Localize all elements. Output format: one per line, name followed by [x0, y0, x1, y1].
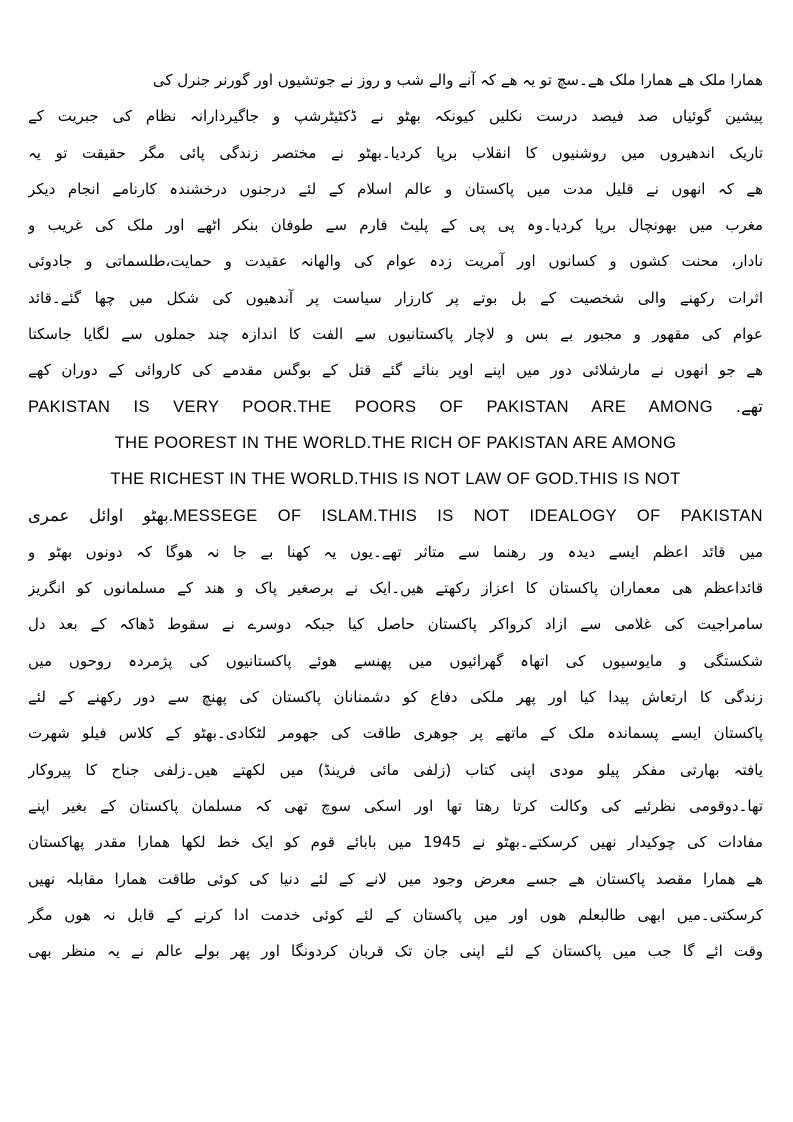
text-line-15: قائداعظم ھی معماران پاکستان کا اعزاز رکھتے ھیں۔ایک نے برصغیر پاک و ھند کے مسلمانوں کو انگریز	[28, 579, 763, 598]
text-line-6: نادار، محنت کشوں و کسانوں اور آمریت زدہ عوام کی والھانہ عقیدت و حمایت،طلسماتی و جادوئی	[28, 252, 763, 271]
text-line-12: THE RICHEST IN THE WORLD.THIS IS NOT LAW OF GOD.THIS IS NOT	[110, 470, 681, 489]
text-line-20: یافتہ بھارتی مفکر پیلو مودی اپنی کتاب (زلفی مائی فرینڈ) میں لکھتے ھیں۔زلفی جناح کا پیروکار	[28, 760, 763, 779]
text-line-11: THE POOREST IN THE WORLD.THE RICH OF PAKISTAN ARE AMONG	[114, 433, 677, 452]
text-line-13: بھٹو اوائل عمری.MESSEGE OF ISLAM.THIS IS NOT IDEALOGY OF PAKISTAN	[28, 506, 763, 525]
text-line-22: مفادات کی چوکیدار نھیں کرسکتے۔بھٹو نے 1945 میں بابائے قوم کو ایک خط لکھا ھمارا مقدر پھاکستان	[28, 833, 763, 852]
text-line-19: پاکستان ایسے پسماندہ ملک کے ماتھے پر جوھری طاقت کی جھومر لٹکادی۔بھٹو کے کلاس فیلو شھرت	[28, 724, 763, 743]
text-line-5: مغرب میں بھونچال برپا کردیا۔وہ پی پی کے پلیٹ فارم سے طوفان بنکر اٹھے اور ملک کی غریب و	[28, 216, 763, 235]
text-line-21: تھا۔دوقومی نظرئیے کی وکالت کرتا رھتا تھا اور اسکی سوچ تھی کہ مسلمان پاکستان کے بغیر اپنے	[28, 796, 763, 815]
text-line-2: پیشین گوئیاں صد فیصد درست نکلیں کیونکہ بھٹو نے ڈکٹیٹرشپ و جاگیردارانہ نظام کی جبریت کے	[28, 107, 763, 126]
text-line-4: ھے کہ انھوں نے قلیل مدت میں پاکستان و عالم اسلام کے لئے درجنوں درخشندہ کارنامے انجام دیکر	[28, 179, 763, 198]
text-line-17: شکستگی و مایوسیوں کی اتھاہ گھرائیوں میں پھنسے ھوئے پاکستانیوں کی پژمردہ روحوں میں	[28, 651, 763, 670]
text-line-10: PAKISTAN IS VERY POOR.THE POORS OF PAKISTAN ARE AMONG .تھے	[28, 397, 763, 416]
text-line-16: سامراجیت کی غلامی سے ازاد کرواکر پاکستان حاصل کیا جبکہ دوسرے نے سقوط ڈھاکہ کے بعد دل	[28, 615, 763, 634]
text-line-14: میں قائد اعظم ایسے دیدہ ور رھنما سے متاثر تھے۔یوں یہ کھنا بے جا نہ ھوگا کہ دونوں بھٹو و	[28, 542, 763, 561]
text-line-9: ھے جو انھوں نے مارشلائی دور میں اپنے اوپر بنائے گئے قتل کے بوگس مقدمے کی کاروائی کے دوران کھے	[28, 361, 763, 380]
text-line-23: ھے ھمارا مقصد پاکستان ھے جسے معرض وجود میں لانے کے لئے دنیا کی کوئی طاقت ھمارا مقابلہ نھیں	[28, 869, 763, 888]
text-line-24: کرسکتی۔میں ابھی طالبعلم ھوں اور میں پاکستان کے لئے کوئی خدمت ادا کرنے کے قابل نہ ھوں مگر	[28, 905, 763, 924]
text-line-3: تاریک اندھیروں میں روشنیوں کا انقلاب برپا کردیا۔بھٹو نے مختصر زندگی پائی مگر حقیقت تو یہ	[28, 143, 763, 162]
text-line-25: وقت ائے گا جب میں پاکستان کے لئے اپنی جان تک قربان کردونگا اور پھر بولے عالم نے یہ منظر بھی	[28, 942, 763, 961]
text-line-7: اثرات رکھنے والی شخصیت کے بل بوتے پر کارزار سیاست پر آندھیوں کی شکل میں چھا گئے۔قائد	[28, 288, 763, 307]
text-line-8: عوام کی مقھور و مجبور بے بس و لاچار پاکستانیوں سے الفت کا اندازہ چند جملوں سے لگایا جاسکتا	[28, 325, 763, 344]
text-line-18: زندگی کا ارتعاش پیدا کیا اور پھر ملکی دفاع کو دشمنانان پاکستان کی پھنچ سے دور رکھنے کے لئے	[28, 688, 763, 707]
body-text	[28, 62, 763, 969]
text-line-1: ھمارا ملک ھے ھمارا ملک ھے۔سچ تو یہ ھے کہ آنے والے شب و روز نے جوتشیوں اور گورنر جنرل کی	[152, 71, 763, 89]
